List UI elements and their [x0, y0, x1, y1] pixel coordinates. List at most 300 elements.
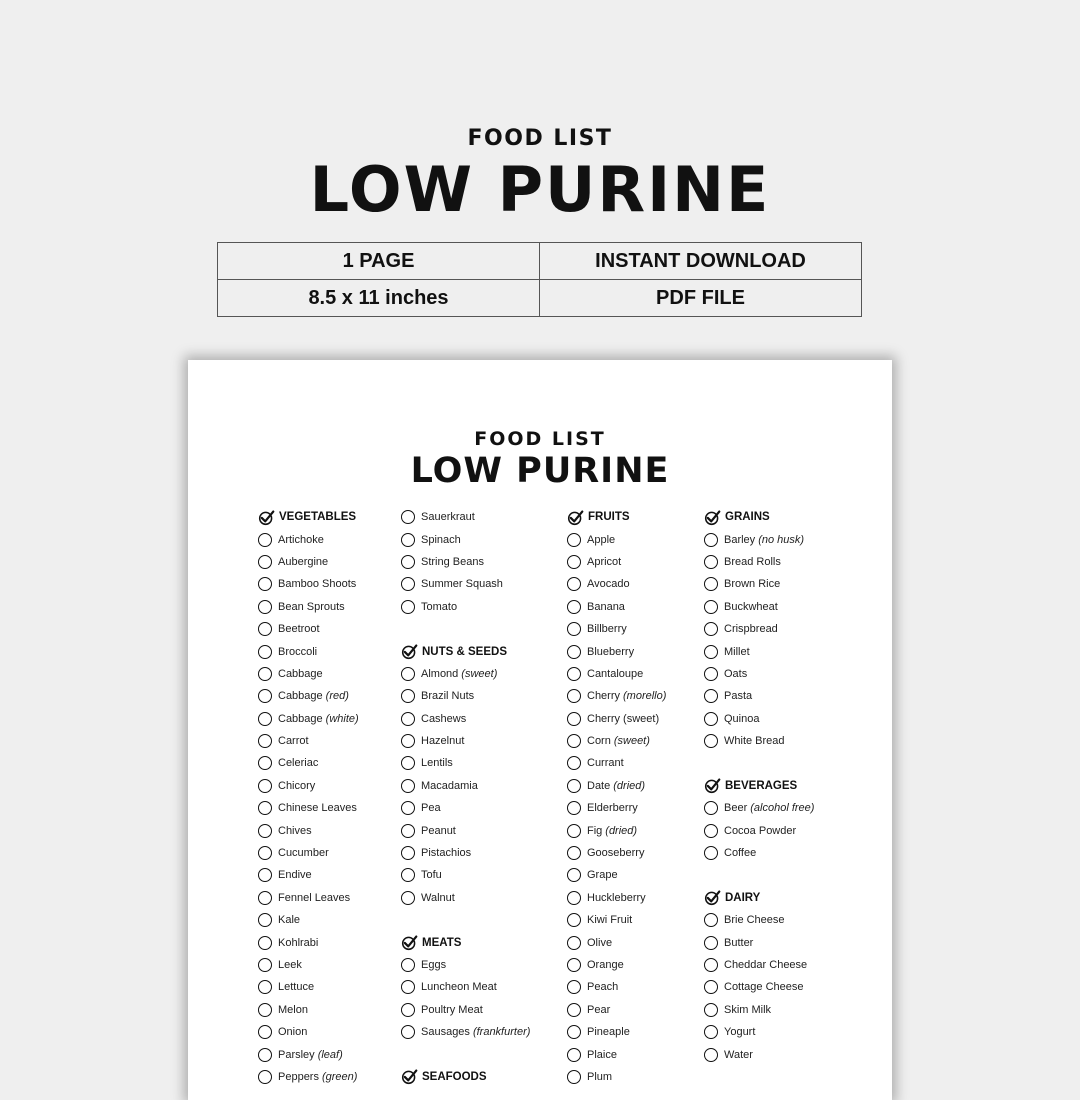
food-item-label: Pistachios — [421, 847, 472, 860]
checkbox-circle-icon — [567, 980, 581, 994]
food-item-label: Cucumber — [278, 847, 329, 860]
food-column-2 — [401, 506, 549, 1088]
food-item-label: Cherry (sweet) — [587, 712, 660, 725]
food-item-note: (dried) — [605, 824, 638, 837]
food-item — [401, 842, 549, 864]
checkbox-circle-icon — [258, 846, 272, 860]
checkbox-circle-icon — [567, 555, 581, 569]
food-item-label: Huckleberry — [587, 891, 646, 904]
food-item — [704, 1021, 852, 1043]
food-item-label: Butter — [724, 936, 754, 949]
checked-circle-icon — [567, 509, 584, 526]
food-item-label: Carrot — [278, 735, 309, 748]
food-item — [567, 596, 715, 618]
food-item-label: Cheddar Cheese — [724, 959, 808, 971]
food-item — [567, 663, 715, 685]
section-heading-grains — [704, 506, 852, 528]
info-cell-pages: 1 PAGE — [218, 243, 540, 280]
food-item-label: Beer — [724, 802, 748, 815]
food-item-label: Apricot — [587, 555, 622, 568]
food-item — [704, 797, 852, 819]
food-item-label: Cantaloupe — [587, 667, 644, 680]
checkbox-circle-icon — [704, 734, 718, 748]
food-item — [401, 685, 549, 707]
food-item — [567, 976, 715, 998]
sheet-title: LOW PURINE — [410, 451, 670, 491]
checkbox-circle-icon — [401, 533, 415, 547]
section-heading-label: BEVERAGES — [725, 779, 798, 792]
food-item — [401, 752, 549, 774]
checkbox-circle-icon — [704, 1025, 718, 1039]
checkbox-circle-icon — [401, 958, 415, 972]
checkbox-circle-icon — [704, 555, 718, 569]
checkbox-circle-icon — [704, 622, 718, 636]
food-item — [567, 954, 715, 976]
section-spacer — [401, 909, 549, 931]
food-item — [704, 618, 852, 640]
food-item-label: Celeriac — [278, 757, 319, 770]
food-item-label: Artichoke — [278, 533, 324, 546]
food-item — [401, 730, 549, 752]
checkbox-circle-icon — [567, 1025, 581, 1039]
section-heading-nuts-seeds — [401, 640, 549, 662]
food-item-label: Blueberry — [587, 645, 635, 658]
food-item-label: Cabbage — [278, 690, 323, 703]
checkbox-circle-icon — [258, 1025, 272, 1039]
checkbox-circle-icon — [704, 980, 718, 994]
printable-sheet-preview — [188, 360, 892, 1100]
food-item-label: Poultry Meat — [421, 1003, 483, 1016]
section-spacer — [704, 864, 852, 886]
food-item-label: Elderberry — [587, 802, 638, 815]
food-item — [401, 1021, 549, 1043]
checkbox-circle-icon — [567, 622, 581, 636]
checkbox-circle-icon — [401, 555, 415, 569]
header-title: LOW PURINE — [309, 153, 771, 226]
section-heading-label: SEAFOODS — [422, 1070, 487, 1083]
checkbox-circle-icon — [567, 533, 581, 547]
food-item-note: (sweet) — [613, 735, 650, 748]
food-item — [258, 864, 406, 886]
food-item-label: Fennel Leaves — [278, 891, 351, 904]
checkbox-circle-icon — [704, 667, 718, 681]
food-item-label: Peach — [587, 981, 619, 994]
food-item-label: Leek — [278, 959, 302, 971]
food-item — [704, 954, 852, 976]
checkbox-circle-icon — [258, 600, 272, 614]
food-item — [567, 685, 715, 707]
food-item-label: Pasta — [724, 690, 753, 703]
food-item-label: Brown Rice — [724, 578, 781, 591]
food-item-label: White Bread — [724, 735, 785, 748]
food-item-note: (frankfurter) — [472, 1026, 531, 1039]
info-cell-delivery: INSTANT DOWNLOAD — [540, 243, 862, 280]
checkbox-circle-icon — [704, 1048, 718, 1062]
food-item — [704, 931, 852, 953]
food-item-note: (morello) — [623, 690, 667, 703]
food-item-label: Beetroot — [278, 623, 320, 636]
food-item — [567, 528, 715, 550]
food-item — [258, 596, 406, 618]
food-item — [567, 909, 715, 931]
checkbox-circle-icon — [401, 1003, 415, 1017]
checkbox-circle-icon — [567, 913, 581, 927]
sheet-subtitle: FOOD LIST — [474, 428, 606, 450]
food-item — [401, 708, 549, 730]
food-item-label: Luncheon Meat — [421, 981, 497, 994]
food-item-label: Barley — [724, 533, 756, 546]
header-subtitle: FOOD LIST — [467, 126, 613, 151]
food-item-label: Brie Cheese — [724, 914, 785, 927]
food-item — [567, 730, 715, 752]
food-item-label: Walnut — [421, 891, 455, 904]
food-item-label: Cabbage — [278, 667, 323, 680]
food-column-4 — [704, 506, 852, 1066]
checkbox-circle-icon — [401, 600, 415, 614]
checkbox-circle-icon — [258, 868, 272, 882]
food-item-label: Skim Milk — [724, 1003, 772, 1016]
food-item-label: Cherry — [587, 690, 621, 703]
food-item — [258, 775, 406, 797]
food-item-note: (red) — [325, 690, 349, 703]
food-item — [704, 528, 852, 550]
food-item-note: (leaf) — [317, 1048, 343, 1061]
food-item-label: Chives — [278, 824, 312, 837]
food-item-label: Plum — [587, 1070, 613, 1083]
food-item — [401, 551, 549, 573]
food-item-label: Bread Rolls — [724, 555, 781, 568]
checked-circle-icon — [704, 889, 721, 906]
food-item — [258, 976, 406, 998]
food-item — [567, 708, 715, 730]
food-item — [704, 573, 852, 595]
checkbox-circle-icon — [567, 712, 581, 726]
checkbox-circle-icon — [258, 667, 272, 681]
food-item — [567, 797, 715, 819]
food-item-note: (green) — [321, 1070, 358, 1083]
food-item-label: Cabbage — [278, 712, 323, 725]
food-item — [704, 730, 852, 752]
food-item-label: Spinach — [421, 533, 461, 546]
food-item-label: Brazil Nuts — [421, 690, 475, 703]
food-item — [401, 596, 549, 618]
food-item — [704, 909, 852, 931]
food-item — [704, 819, 852, 841]
food-item-label: Cocoa Powder — [724, 824, 797, 837]
checkbox-circle-icon — [258, 555, 272, 569]
food-item — [704, 999, 852, 1021]
checkbox-circle-icon — [704, 846, 718, 860]
food-item-label: Pineaple — [587, 1026, 630, 1039]
checkbox-circle-icon — [258, 756, 272, 770]
section-heading-beverages — [704, 775, 852, 797]
food-item-label: Macadamia — [421, 779, 478, 792]
food-item-label: Lettuce — [278, 981, 315, 994]
checkbox-circle-icon — [567, 958, 581, 972]
food-item-label: Bamboo Shoots — [278, 578, 357, 591]
food-item-label: Crispbread — [724, 623, 778, 636]
food-item — [258, 685, 406, 707]
food-item-label: Fig — [587, 824, 603, 837]
checkbox-circle-icon — [704, 689, 718, 703]
food-item — [401, 887, 549, 909]
checkbox-circle-icon — [704, 1003, 718, 1017]
checkbox-circle-icon — [704, 936, 718, 950]
section-heading-meats — [401, 931, 549, 953]
food-item — [401, 663, 549, 685]
checkbox-circle-icon — [567, 667, 581, 681]
food-item — [567, 551, 715, 573]
checkbox-circle-icon — [704, 824, 718, 838]
food-item-label: Aubergine — [278, 555, 329, 568]
food-item — [258, 819, 406, 841]
food-item-label: Plaice — [587, 1048, 617, 1061]
food-item-label: Eggs — [421, 959, 447, 971]
food-item — [704, 976, 852, 998]
checkbox-circle-icon — [704, 533, 718, 547]
food-item-label: Quinoa — [724, 712, 760, 725]
food-item-label: Bean Sprouts — [278, 600, 345, 613]
food-item — [258, 1021, 406, 1043]
info-cell-format: PDF FILE — [540, 280, 862, 317]
checkbox-circle-icon — [401, 689, 415, 703]
checkbox-circle-icon — [401, 667, 415, 681]
food-item — [567, 1043, 715, 1065]
checkbox-circle-icon — [258, 645, 272, 659]
food-item-label: Peppers — [278, 1070, 319, 1083]
checkbox-circle-icon — [567, 868, 581, 882]
food-item — [401, 528, 549, 550]
section-heading-label: GRAINS — [725, 511, 770, 524]
checkbox-circle-icon — [704, 712, 718, 726]
checkbox-circle-icon — [401, 846, 415, 860]
food-item — [258, 618, 406, 640]
food-item — [258, 708, 406, 730]
food-item — [258, 573, 406, 595]
checkbox-circle-icon — [401, 756, 415, 770]
food-item — [704, 685, 852, 707]
checkbox-circle-icon — [258, 1048, 272, 1062]
checkbox-circle-icon — [258, 577, 272, 591]
food-item — [567, 864, 715, 886]
food-item-label: Gooseberry — [587, 847, 645, 860]
food-item-label: Pear — [587, 1003, 611, 1016]
food-item — [704, 596, 852, 618]
food-item-label: Billberry — [587, 623, 627, 636]
checked-circle-icon — [401, 1068, 418, 1085]
food-item — [258, 752, 406, 774]
food-item — [567, 618, 715, 640]
checkbox-circle-icon — [567, 1070, 581, 1084]
food-item-label: Melon — [278, 1003, 308, 1016]
checked-circle-icon — [258, 509, 275, 526]
food-item-label: Oats — [724, 667, 748, 680]
food-item — [258, 931, 406, 953]
food-item — [704, 708, 852, 730]
food-item — [567, 887, 715, 909]
food-item-label: Water — [724, 1048, 753, 1061]
checkbox-circle-icon — [704, 600, 718, 614]
food-item — [704, 663, 852, 685]
food-item — [258, 887, 406, 909]
food-item — [401, 976, 549, 998]
section-spacer — [401, 1043, 549, 1065]
checkbox-circle-icon — [401, 577, 415, 591]
checkbox-circle-icon — [567, 801, 581, 815]
food-item — [401, 819, 549, 841]
checkbox-circle-icon — [704, 801, 718, 815]
section-spacer — [704, 752, 852, 774]
section-heading-fruits — [567, 506, 715, 528]
food-item-label: Millet — [724, 645, 750, 658]
section-spacer — [401, 618, 549, 640]
checkbox-circle-icon — [567, 645, 581, 659]
food-item-label: Date — [587, 779, 611, 792]
food-item — [258, 999, 406, 1021]
food-item-note: (alcohol free) — [750, 802, 815, 815]
checkbox-circle-icon — [258, 801, 272, 815]
checkbox-circle-icon — [567, 689, 581, 703]
food-item — [567, 775, 715, 797]
food-item-label: Currant — [587, 757, 624, 770]
food-item-label: Almond — [421, 667, 459, 680]
checkbox-circle-icon — [401, 510, 415, 524]
checkbox-circle-icon — [567, 1048, 581, 1062]
checkbox-circle-icon — [401, 868, 415, 882]
food-item-note: (white) — [325, 712, 359, 725]
checkbox-circle-icon — [258, 1003, 272, 1017]
checkbox-circle-icon — [258, 824, 272, 838]
food-item — [567, 573, 715, 595]
food-item-label: Avocado — [587, 578, 630, 591]
checkbox-circle-icon — [567, 756, 581, 770]
food-item-label: Chinese Leaves — [278, 802, 357, 815]
food-item-label: Peanut — [421, 824, 456, 837]
food-item — [401, 954, 549, 976]
checked-circle-icon — [704, 509, 721, 526]
checkbox-circle-icon — [258, 913, 272, 927]
checkbox-circle-icon — [258, 689, 272, 703]
food-item — [704, 1043, 852, 1065]
food-item-label: Grape — [587, 869, 618, 882]
section-heading-label: NUTS & SEEDS — [422, 645, 507, 658]
info-cell-size: 8.5 x 11 inches — [218, 280, 540, 317]
food-item-label: Sausages — [421, 1026, 470, 1039]
food-item-label: Tofu — [421, 869, 442, 882]
checkbox-circle-icon — [258, 891, 272, 905]
food-item-label: Corn — [587, 735, 611, 748]
food-item-label: Broccoli — [278, 645, 318, 658]
food-item — [258, 730, 406, 752]
checked-circle-icon — [401, 643, 418, 660]
food-item-label: Cottage Cheese — [724, 981, 804, 994]
food-item — [258, 1043, 406, 1065]
food-item-label: Banana — [587, 600, 625, 613]
food-item-label: Coffee — [724, 847, 757, 860]
food-item-note: (no husk) — [758, 533, 805, 546]
checkbox-circle-icon — [567, 936, 581, 950]
checkbox-circle-icon — [401, 779, 415, 793]
checkbox-circle-icon — [258, 980, 272, 994]
food-item — [258, 640, 406, 662]
checked-circle-icon — [704, 777, 721, 794]
food-item-label: Orange — [587, 959, 624, 971]
checkbox-circle-icon — [258, 712, 272, 726]
food-item-label: Kohlrabi — [278, 936, 319, 949]
checkbox-circle-icon — [567, 600, 581, 614]
checkbox-circle-icon — [401, 801, 415, 815]
food-item-label: Parsley — [278, 1048, 315, 1061]
food-item — [704, 551, 852, 573]
checkbox-circle-icon — [401, 891, 415, 905]
food-item-label: Kale — [278, 914, 301, 927]
checkbox-circle-icon — [258, 958, 272, 972]
checkbox-circle-icon — [567, 1003, 581, 1017]
food-item — [258, 909, 406, 931]
checkbox-circle-icon — [401, 712, 415, 726]
food-item-label: Sauerkraut — [421, 511, 475, 524]
food-item — [258, 551, 406, 573]
food-item-label: Endive — [278, 869, 312, 882]
checkbox-circle-icon — [258, 622, 272, 636]
food-item-label: Kiwi Fruit — [587, 914, 633, 927]
food-item-label: Summer Squash — [421, 578, 503, 591]
food-item — [567, 1021, 715, 1043]
food-item — [704, 640, 852, 662]
food-item — [567, 640, 715, 662]
checked-circle-icon — [401, 934, 418, 951]
checkbox-circle-icon — [567, 779, 581, 793]
food-item — [258, 1066, 406, 1088]
food-item-label: Tomato — [421, 600, 458, 613]
food-item-label: Yogurt — [724, 1026, 756, 1039]
info-row — [218, 280, 862, 317]
food-item — [567, 1066, 715, 1088]
food-item — [258, 663, 406, 685]
section-heading-label: MEATS — [422, 936, 462, 949]
food-item-label: Buckwheat — [724, 600, 778, 613]
food-item — [401, 864, 549, 886]
food-item-label: Apple — [587, 533, 616, 546]
checkbox-circle-icon — [401, 1025, 415, 1039]
food-item — [258, 954, 406, 976]
food-item-note: (sweet) — [461, 667, 498, 680]
food-item — [567, 842, 715, 864]
checkbox-circle-icon — [567, 734, 581, 748]
food-item — [258, 528, 406, 550]
section-heading-label: DAIRY — [725, 891, 761, 904]
food-item — [704, 842, 852, 864]
checkbox-circle-icon — [704, 577, 718, 591]
food-item — [401, 797, 549, 819]
checkbox-circle-icon — [567, 891, 581, 905]
checkbox-circle-icon — [401, 980, 415, 994]
checkbox-circle-icon — [258, 779, 272, 793]
checkbox-circle-icon — [401, 824, 415, 838]
food-item-label: Hazelnut — [421, 735, 465, 748]
food-item — [567, 999, 715, 1021]
checkbox-circle-icon — [258, 533, 272, 547]
checkbox-circle-icon — [401, 734, 415, 748]
food-item-label: String Beans — [421, 555, 484, 568]
checkbox-circle-icon — [567, 577, 581, 591]
food-item-note: (dried) — [613, 779, 646, 792]
section-heading-label: VEGETABLES — [279, 511, 357, 524]
section-heading-vegetables — [258, 506, 406, 528]
food-item-label: Onion — [278, 1026, 308, 1039]
food-item-label: Olive — [587, 936, 613, 949]
checkbox-circle-icon — [567, 824, 581, 838]
